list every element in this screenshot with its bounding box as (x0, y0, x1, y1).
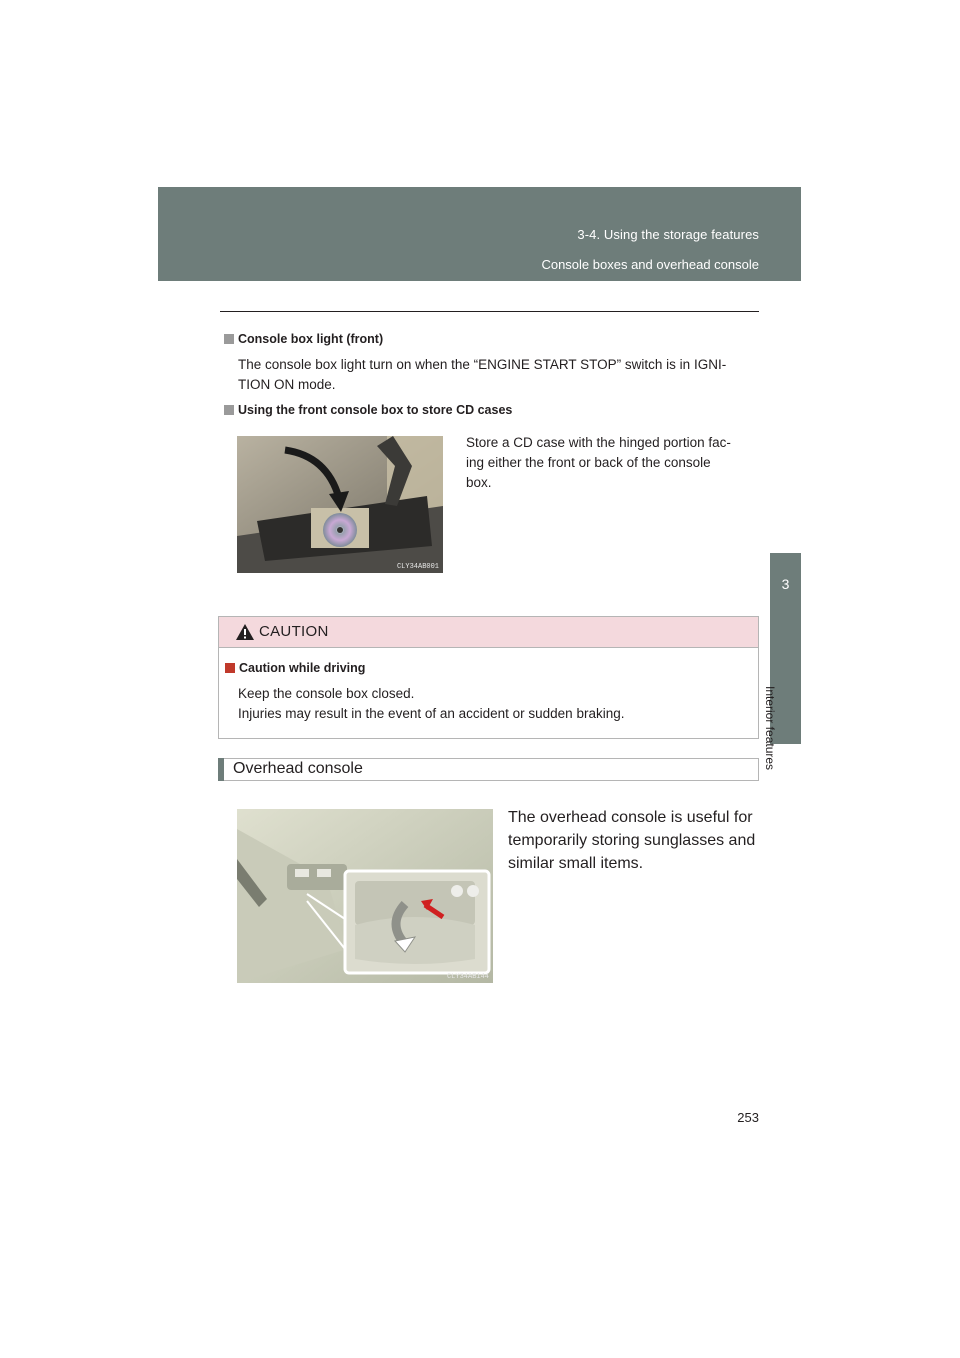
text-line: Keep the console box closed. (238, 686, 415, 701)
caution-heading (225, 661, 365, 675)
overhead-section-bar (218, 758, 759, 781)
overhead-section-title: Overhead console (233, 760, 363, 777)
header-subsection-title: Console boxes and overhead console (541, 257, 759, 272)
caution-header (219, 617, 758, 648)
text-line: similar small items. (508, 855, 644, 872)
text-line: box. (466, 475, 492, 490)
text-line: The overhead console is useful for (508, 809, 753, 826)
square-bullet-icon (224, 334, 234, 344)
square-bullet-icon (225, 663, 235, 673)
warning-triangle-icon (235, 623, 255, 641)
text-line: ing either the front or back of the console (466, 455, 711, 470)
caution-heading-text: Caution while driving (239, 661, 366, 675)
overhead-console-photo (237, 809, 493, 983)
item-heading-text: Using the front console box to store CD cases (238, 403, 513, 417)
section-accent (218, 758, 224, 781)
text-line: Store a CD case with the hinged portion fac- (466, 435, 731, 450)
chapter-label: Interior features (763, 686, 777, 771)
console-box-illustration (237, 436, 443, 573)
console-light-text (238, 355, 726, 395)
item-heading-console-light (224, 332, 383, 346)
top-divider (220, 311, 759, 312)
caution-box (218, 616, 759, 739)
overhead-console-illustration (237, 809, 493, 983)
chapter-number: 3 (781, 576, 790, 592)
text-line: TION ON mode. (238, 377, 336, 392)
page-number: 253 (737, 1110, 759, 1125)
item-heading-cd-cases (224, 403, 512, 417)
text-line: temporarily storing sunglasses and (508, 832, 756, 849)
overhead-console-text (508, 806, 755, 875)
header-section-title: 3-4. Using the storage features (577, 227, 759, 242)
item-heading-text: Console box light (front) (238, 332, 384, 346)
cd-case-console-photo (237, 436, 443, 573)
image-code: CLY34AB144 (446, 973, 489, 981)
square-bullet-icon (224, 405, 234, 415)
caution-text (238, 684, 624, 724)
text-line: The console box light turn on when the “ENGINE START STOP” switch is in IGNI- (238, 357, 727, 372)
header-band (158, 187, 801, 281)
caution-title: CAUTION (259, 623, 329, 640)
cd-case-text (466, 433, 748, 493)
image-code: CLY34AB001 (396, 563, 439, 571)
text-line: Injuries may result in the event of an accident or sudden braking. (238, 706, 625, 721)
